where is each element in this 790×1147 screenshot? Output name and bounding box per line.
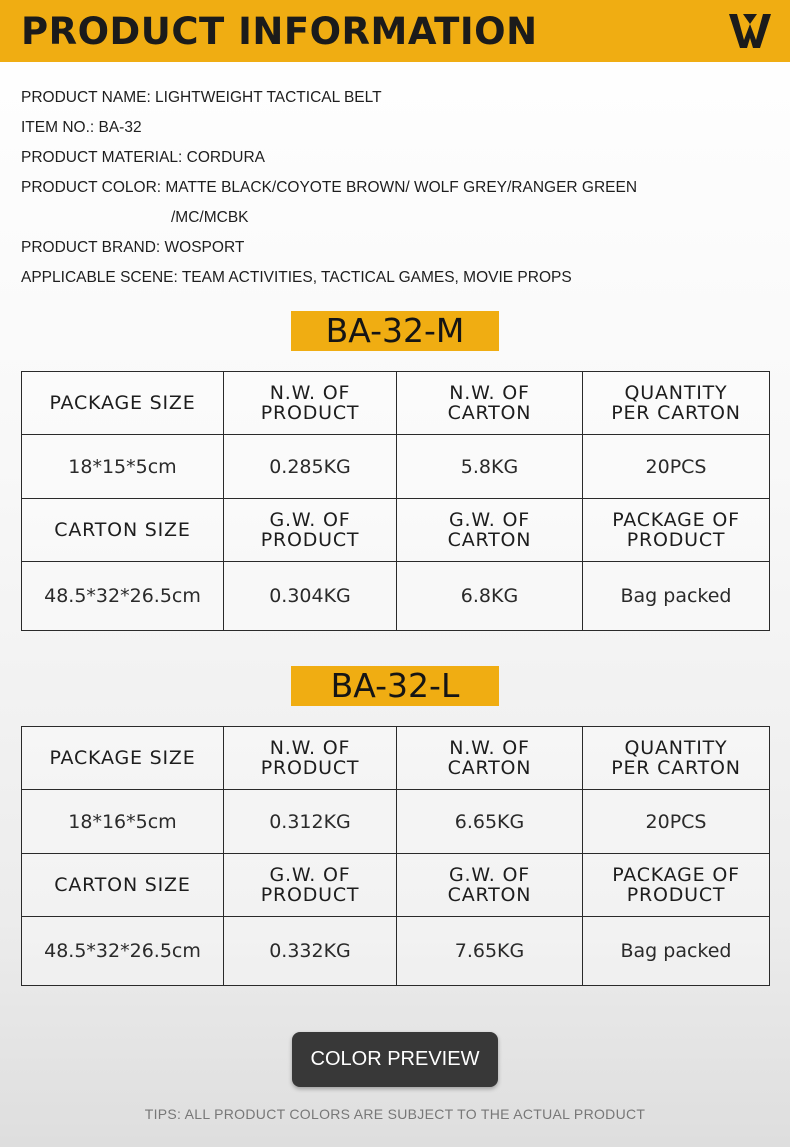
nw-carton-value: 6.65KG (397, 790, 583, 854)
item-number: ITEM NO.: BA-32 (21, 119, 142, 136)
quantity-per-carton-header: QUANTITY PER CARTON (583, 372, 770, 435)
spec-table-l (21, 726, 770, 986)
carton-size-value: 48.5*32*26.5cm (22, 562, 224, 631)
spec-value-row (22, 435, 770, 499)
spec-value-row (22, 917, 770, 986)
gw-product-value: 0.304KG (224, 562, 397, 631)
product-material: PRODUCT MATERIAL: CORDURA (21, 149, 266, 166)
spec-header-row (22, 372, 770, 435)
applicable-scene: APPLICABLE SCENE: TEAM ACTIVITIES, TACTICAL GAMES, MOVIE PROPS (21, 269, 572, 286)
product-color: PRODUCT COLOR: MATTE BLACK/COYOTE BROWN/ WOLF GREY/RANGER GREEN (21, 179, 638, 196)
package-of-product-header: PACKAGE OF PRODUCT (583, 854, 770, 917)
package-of-product-header: PACKAGE OF PRODUCT (583, 499, 770, 562)
tips-note: TIPS: ALL PRODUCT COLORS ARE SUBJECT TO THE ACTUAL PRODUCT (144, 1106, 646, 1122)
color-preview-button[interactable]: COLOR PREVIEW (292, 1032, 498, 1087)
gw-product-header: G.W. OF PRODUCT (224, 854, 397, 917)
quantity-per-carton-header: QUANTITY PER CARTON (583, 727, 770, 790)
model-tag-l: BA-32-L (291, 666, 499, 706)
package-size-header: PACKAGE SIZE (22, 372, 224, 435)
nw-carton-header: N.W. OF CARTON (397, 727, 583, 790)
spec-value-row (22, 562, 770, 631)
gw-carton-value: 6.8KG (397, 562, 583, 631)
quantity-per-carton-value: 20PCS (583, 435, 770, 499)
product-brand: PRODUCT BRAND: WOSPORT (21, 239, 245, 256)
nw-product-header: N.W. OF PRODUCT (224, 372, 397, 435)
spec-header-row (22, 499, 770, 562)
nw-carton-value: 5.8KG (397, 435, 583, 499)
package-size-value: 18*16*5cm (22, 790, 224, 854)
spec-header-row (22, 727, 770, 790)
carton-size-header: CARTON SIZE (22, 854, 224, 917)
nw-product-value: 0.312KG (224, 790, 397, 854)
header-bar (0, 0, 790, 62)
quantity-per-carton-value: 20PCS (583, 790, 770, 854)
nw-product-value: 0.285KG (224, 435, 397, 499)
spec-table-m (21, 371, 770, 631)
gw-product-value: 0.332KG (224, 917, 397, 986)
package-size-header: PACKAGE SIZE (22, 727, 224, 790)
nw-carton-header: N.W. OF CARTON (397, 372, 583, 435)
gw-product-header: G.W. OF PRODUCT (224, 499, 397, 562)
package-size-value: 18*15*5cm (22, 435, 224, 499)
product-name: PRODUCT NAME: LIGHTWEIGHT TACTICAL BELT (21, 89, 382, 106)
gw-carton-value: 7.65KG (397, 917, 583, 986)
spec-header-row (22, 854, 770, 917)
page-title: PRODUCT INFORMATION (21, 10, 538, 53)
model-tag-m: BA-32-M (291, 311, 499, 351)
carton-size-value: 48.5*32*26.5cm (22, 917, 224, 986)
gw-carton-header: G.W. OF CARTON (397, 854, 583, 917)
brand-w-logo-icon (727, 10, 773, 52)
carton-size-header: CARTON SIZE (22, 499, 224, 562)
gw-carton-header: G.W. OF CARTON (397, 499, 583, 562)
package-of-product-value: Bag packed (583, 917, 770, 986)
spec-value-row (22, 790, 770, 854)
nw-product-header: N.W. OF PRODUCT (224, 727, 397, 790)
package-of-product-value: Bag packed (583, 562, 770, 631)
product-color-continued: /MC/MCBK (171, 209, 249, 226)
